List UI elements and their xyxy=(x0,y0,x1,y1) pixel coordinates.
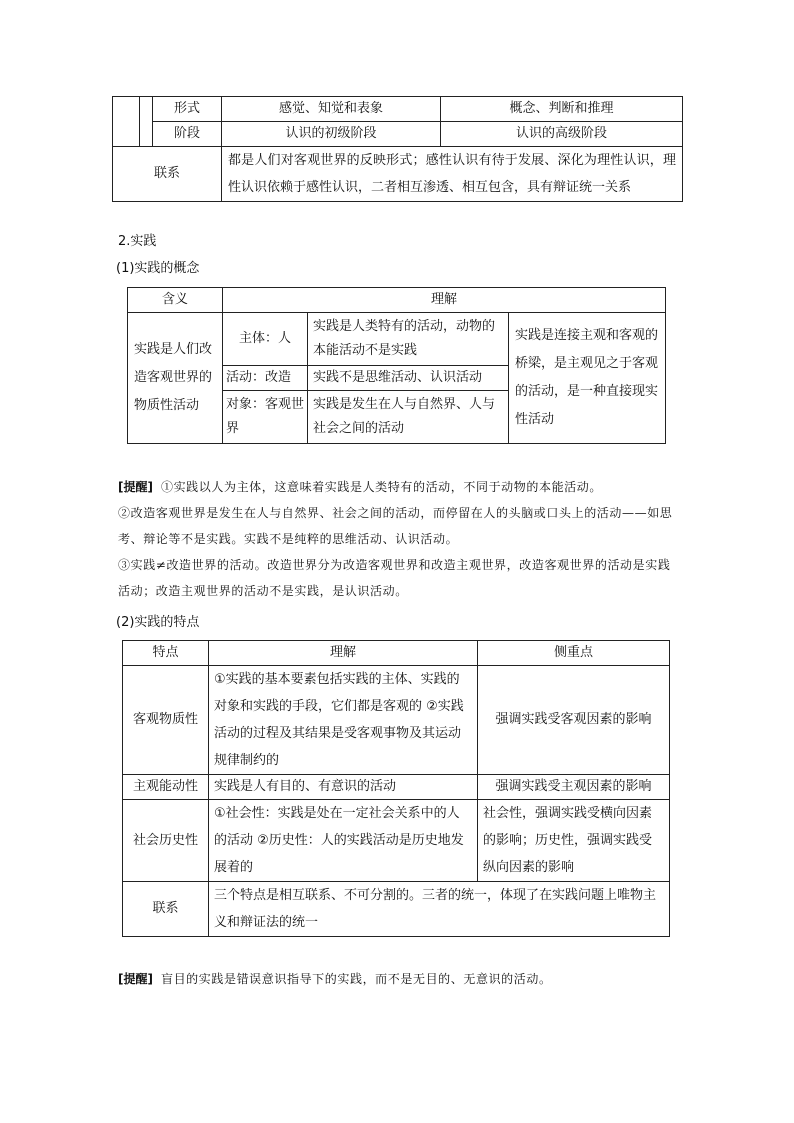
rational-cell: 概念、判断和推理 xyxy=(441,97,683,122)
relation-text: 三个特点是相互联系、不可分割的。三者的统一，体现了在实践问题上唯物主义和辩证法的统一 xyxy=(209,882,670,937)
relation-text: 都是人们对客观世界的反映形式；感性认识有待于发展、深化为理性认识，理性认识依赖于感性认识，二者相互渗透、相互包含，具有辩证统一关系 xyxy=(222,147,683,202)
reminder-note xyxy=(118,474,678,604)
aspect-cell: 活动：改造 xyxy=(223,366,308,391)
note-text: 盲目的实践是错误意识指导下的实践，而不是无目的、无意识的活动。 xyxy=(160,972,552,986)
blank-cell xyxy=(113,97,140,122)
header-understanding: 理解 xyxy=(209,641,478,666)
subsection-title: (2)实践的特点 xyxy=(116,615,200,630)
blank-cell xyxy=(113,122,140,147)
relation-label: 联系 xyxy=(113,147,222,202)
note-tag: [提醒] xyxy=(118,480,153,494)
understanding-cell: ①社会性：实践是处在一定社会关系中的人的活动 ②历史性：人的实践活动是历史地发展着的 xyxy=(209,800,478,882)
row-label: 形式 xyxy=(153,97,222,122)
header-focus: 侧重点 xyxy=(478,641,670,666)
header-feature: 特点 xyxy=(123,641,209,666)
header-understanding: 理解 xyxy=(223,288,666,313)
note-line xyxy=(118,474,678,500)
focus-cell: 社会性，强调实践受横向因素的影响；历史性，强调实践受纵向因素的影响 xyxy=(478,800,670,882)
cognition-table xyxy=(112,96,683,202)
rational-cell: 认识的高级阶段 xyxy=(441,122,683,147)
aspect-cell: 主体：人 xyxy=(223,313,308,366)
practice-features-table xyxy=(122,640,670,937)
perceptual-cell: 感觉、知觉和表象 xyxy=(222,97,441,122)
row-label: 阶段 xyxy=(153,122,222,147)
aspect-cell: 对象：客观世界 xyxy=(223,391,308,444)
blank-cell xyxy=(140,97,153,122)
subsection-title: (1)实践的概念 xyxy=(116,261,200,276)
meaning-text: 实践是人们改造客观世界的物质性活动 xyxy=(128,313,223,444)
practice-concept-table xyxy=(127,287,666,444)
perceptual-cell: 认识的初级阶段 xyxy=(222,122,441,147)
note-line: ③实践≠改造世界的活动。改造世界分为改造客观世界和改造主观世界，改造客观世界的活动是实践活动；改造主观世界的活动不是实践，是认识活动。 xyxy=(118,558,671,598)
understanding-cell: 实践是人有目的、有意识的活动 xyxy=(209,775,478,800)
header-meaning: 含义 xyxy=(128,288,223,313)
explanation-cell: 实践是发生在人与自然界、人与社会之间的活动 xyxy=(308,391,509,444)
blank-cell xyxy=(140,122,153,147)
feature-cell: 客观物质性 xyxy=(123,666,209,775)
feature-cell: 社会历史性 xyxy=(123,800,209,882)
note-text: ①实践以人为主体，这意味着实践是人类特有的活动，不同于动物的本能活动。 xyxy=(160,480,602,494)
note-line: ②改造客观世界是发生在人与自然界、社会之间的活动，而停留在人的头脑或口头上的活动——如思考、辩论等不是实践。实践不是纯粹的思维活动、认识活动。 xyxy=(118,506,673,546)
note-tag: [提醒] xyxy=(118,972,153,986)
understanding-cell: ①实践的基本要素包括实践的主体、实践的对象和实践的手段，它们都是客观的 ②实践活动的过程及其结果是受客观事物及其运动规律制约的 xyxy=(209,666,478,775)
explanation-cell: 实践不是思维活动、认识活动 xyxy=(308,366,509,391)
feature-cell: 主观能动性 xyxy=(123,775,209,800)
focus-cell: 强调实践受主观因素的影响 xyxy=(478,775,670,800)
reminder-note xyxy=(118,966,678,992)
summary-text: 实践是连接主观和客观的桥梁，是主观见之于客观的活动，是一种直接现实性活动 xyxy=(509,313,666,444)
relation-label: 联系 xyxy=(123,882,209,937)
explanation-cell: 实践是人类特有的活动，动物的本能活动不是实践 xyxy=(308,313,509,366)
section-title: 2.实践 xyxy=(118,234,157,249)
focus-cell: 强调实践受客观因素的影响 xyxy=(478,666,670,775)
